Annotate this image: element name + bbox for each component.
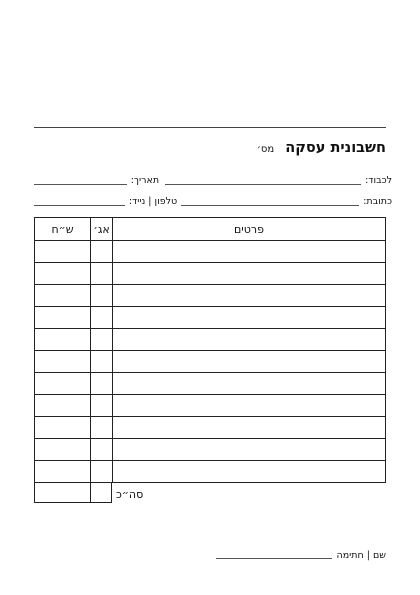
address-label: כתובת:: [363, 196, 392, 207]
to-field[interactable]: [165, 184, 361, 185]
description-cell[interactable]: [113, 439, 386, 461]
items-table: [34, 217, 386, 483]
table-row: [35, 285, 386, 307]
column-header-shekels: ש״ח: [35, 218, 91, 241]
agorot-cell[interactable]: [91, 461, 113, 483]
total-label: סה״כ: [116, 488, 144, 501]
phone-field[interactable]: [34, 205, 125, 206]
table-row: [35, 461, 386, 483]
description-cell[interactable]: [113, 241, 386, 263]
signature-row: [216, 550, 386, 561]
table-row: [35, 307, 386, 329]
signature-label: שם | חתימה: [336, 550, 386, 561]
agorot-cell[interactable]: [91, 417, 113, 439]
table-row: [35, 329, 386, 351]
agorot-cell[interactable]: [91, 351, 113, 373]
description-cell[interactable]: [113, 263, 386, 285]
table-row: [35, 373, 386, 395]
total-agorot-cell[interactable]: [90, 482, 112, 503]
description-cell[interactable]: [113, 285, 386, 307]
table-row: [35, 263, 386, 285]
description-cell[interactable]: [113, 351, 386, 373]
table-row: [35, 439, 386, 461]
agorot-cell[interactable]: [91, 373, 113, 395]
shekels-cell[interactable]: [35, 395, 91, 417]
column-header-agorot: אג׳: [91, 218, 113, 241]
recipient-date-row: [34, 173, 392, 187]
date-field[interactable]: [34, 184, 127, 185]
table-row: [35, 351, 386, 373]
description-cell[interactable]: [113, 307, 386, 329]
shekels-cell[interactable]: [35, 461, 91, 483]
table-row: [35, 241, 386, 263]
address-field[interactable]: [181, 205, 359, 206]
agorot-cell[interactable]: [91, 263, 113, 285]
shekels-cell[interactable]: [35, 417, 91, 439]
description-cell[interactable]: [113, 329, 386, 351]
agorot-cell[interactable]: [91, 241, 113, 263]
shekels-cell[interactable]: [35, 439, 91, 461]
column-header-description: פרטים: [113, 218, 386, 241]
agorot-cell[interactable]: [91, 307, 113, 329]
agorot-cell[interactable]: [91, 285, 113, 307]
shekels-cell[interactable]: [35, 373, 91, 395]
shekels-cell[interactable]: [35, 285, 91, 307]
invoice-header: [257, 137, 386, 156]
description-cell[interactable]: [113, 417, 386, 439]
description-cell[interactable]: [113, 461, 386, 483]
items-body: [35, 241, 386, 483]
table-row: [35, 417, 386, 439]
agorot-cell[interactable]: [91, 329, 113, 351]
top-divider: [34, 127, 386, 128]
description-cell[interactable]: [113, 373, 386, 395]
phone-label: טלפון | נייד:: [128, 196, 178, 207]
agorot-cell[interactable]: [91, 439, 113, 461]
date-label: תאריך:: [130, 175, 160, 186]
table-row: [35, 395, 386, 417]
table-header-row: [35, 218, 386, 241]
shekels-cell[interactable]: [35, 241, 91, 263]
invoice-number-label: מס׳: [256, 144, 275, 155]
shekels-cell[interactable]: [35, 307, 91, 329]
to-label: לכבוד:: [365, 175, 392, 186]
signature-field[interactable]: [216, 558, 332, 559]
total-shekels-cell[interactable]: [34, 482, 91, 503]
invoice-title: חשבונית עסקה: [285, 140, 386, 156]
description-cell[interactable]: [113, 395, 386, 417]
address-phone-row: [34, 194, 392, 208]
shekels-cell[interactable]: [35, 263, 91, 285]
shekels-cell[interactable]: [35, 329, 91, 351]
agorot-cell[interactable]: [91, 395, 113, 417]
shekels-cell[interactable]: [35, 351, 91, 373]
